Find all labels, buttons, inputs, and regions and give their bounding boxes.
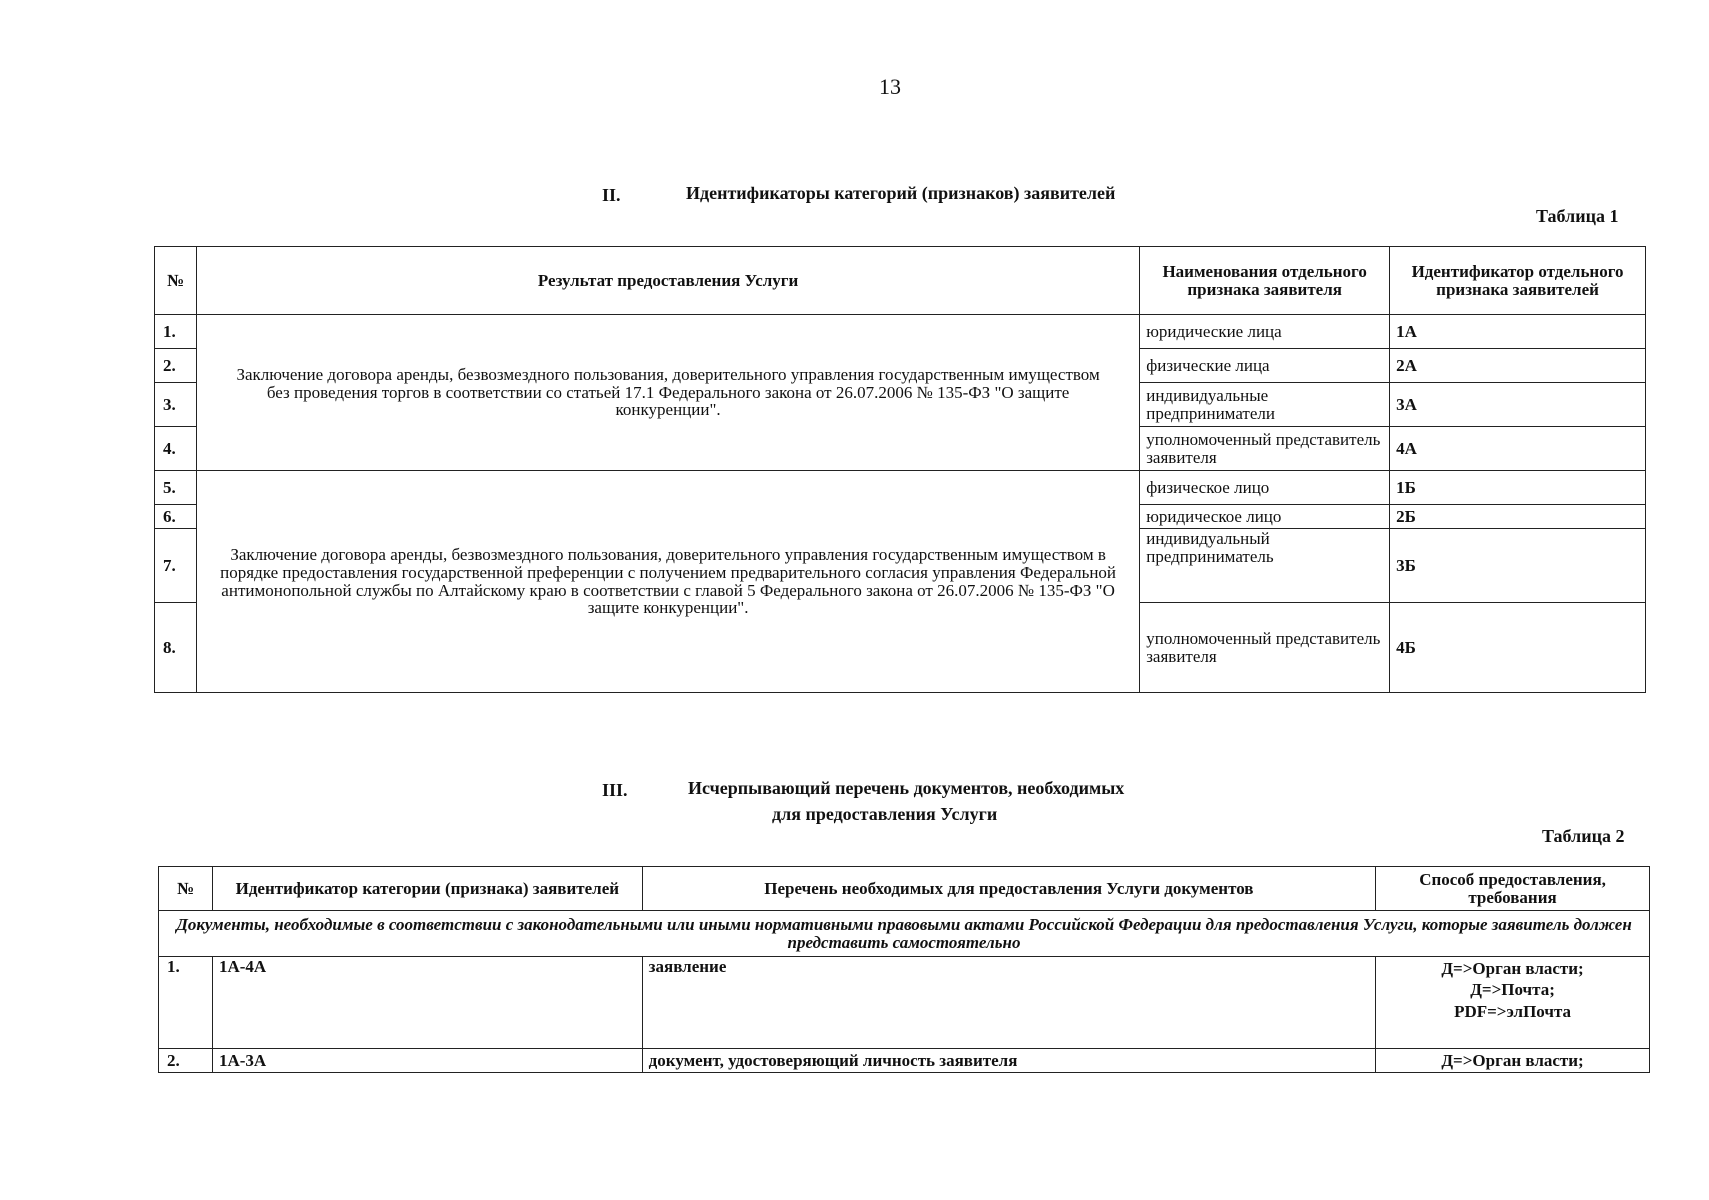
section-3-title-line-2: для предоставления Услуги — [772, 804, 998, 824]
row-num: 8. — [155, 603, 197, 693]
applicant-name: индивидуальные предприниматели — [1140, 383, 1390, 427]
method-line: Д=>Орган власти; — [1441, 1051, 1584, 1070]
applicant-name: уполномоченный представитель заявителя — [1140, 603, 1390, 693]
table-row — [155, 315, 1646, 349]
table-row — [159, 957, 1650, 1049]
row-num: 4. — [155, 427, 197, 471]
applicant-name: физическое лицо — [1140, 471, 1390, 505]
header-names: Наименования отдельного признака заявителя — [1140, 247, 1390, 315]
result-group-1: Заключение договора аренды, безвозмездного пользования, доверительного управления государственным имуществом без проведения торгов в соответствии со статьей 17.1 Федерального закона от 26.07.2006 № 135-ФЗ "О защите конкуренции". — [196, 315, 1139, 471]
applicant-name: физические лица — [1140, 349, 1390, 383]
table-1 — [154, 246, 1646, 693]
table-2-header-row — [159, 867, 1650, 911]
header-num: № — [155, 247, 197, 315]
applicant-name: уполномоченный представитель заявителя — [1140, 427, 1390, 471]
section-2-title: Идентификаторы категорий (признаков) заявителей — [686, 183, 1116, 203]
row-num: 1. — [155, 315, 197, 349]
section-3-number: III. — [602, 780, 628, 800]
method-line: PDF=>элПочта — [1454, 1001, 1572, 1021]
applicant-id: 3Б — [1390, 529, 1646, 603]
applicant-id: 4Б — [1390, 603, 1646, 693]
header-documents: Перечень необходимых для предоставления Услуги документов — [642, 867, 1375, 911]
row-num: 6. — [155, 505, 197, 529]
method-line: Д=>Почта; — [1470, 980, 1555, 1000]
submission-method — [1376, 1049, 1650, 1073]
applicant-id: 2А — [1390, 349, 1646, 383]
row-num: 7. — [155, 529, 197, 603]
table-2-subheading-row — [159, 911, 1650, 957]
header-identifier: Идентификатор отдельного признака заявителей — [1390, 247, 1646, 315]
document-name: заявление — [642, 957, 1375, 1049]
document-name: документ, удостоверяющий личность заявителя — [642, 1049, 1375, 1073]
row-num: 3. — [155, 383, 197, 427]
header-result: Результат предоставления Услуги — [196, 247, 1139, 315]
row-num: 2. — [159, 1049, 213, 1073]
applicant-name: юридическое лицо — [1140, 505, 1390, 529]
submission-method — [1376, 957, 1650, 1049]
table-row — [155, 471, 1646, 505]
applicant-id: 4А — [1390, 427, 1646, 471]
table-1-caption: Таблица 1 — [1536, 206, 1619, 226]
header-category: Идентификатор категории (признака) заявителей — [212, 867, 642, 911]
result-group-2: Заключение договора аренды, безвозмездного пользования, доверительного управления государственным имуществом в порядке предоставления государственной преференции с получением предварительного согласия управления Федеральной антимонопольной службы по Алтайскому краю в соответствии с главой 5 Федерального закона от 26.07.2006 № 135-ФЗ "О защите конкуренции". — [196, 471, 1139, 693]
applicant-id: 1Б — [1390, 471, 1646, 505]
applicant-name: индивидуальный предприниматель — [1140, 529, 1390, 603]
table-1-header-row — [155, 247, 1646, 315]
header-num: № — [159, 867, 213, 911]
documents-subheading: Документы, необходимые в соответствии с законодательными или иными нормативными правовыми актами Российской Федерации для предоставления Услуги, которые заявитель должен представить самостоятельно — [159, 911, 1650, 957]
table-row — [159, 1049, 1650, 1073]
section-3-title-line-1: Исчерпывающий перечень документов, необходимых — [688, 778, 1125, 798]
row-num: 2. — [155, 349, 197, 383]
applicant-name: юридические лица — [1140, 315, 1390, 349]
section-2-number: II. — [602, 185, 621, 205]
row-num: 5. — [155, 471, 197, 505]
page-number: 13 — [879, 74, 901, 99]
applicant-id: 2Б — [1390, 505, 1646, 529]
table-2 — [158, 866, 1650, 1073]
applicant-id: 1А — [1390, 315, 1646, 349]
method-line: Д=>Орган власти; — [1441, 959, 1584, 978]
applicant-id: 3А — [1390, 383, 1646, 427]
table-2-caption: Таблица 2 — [1542, 826, 1625, 846]
row-num: 1. — [159, 957, 213, 1049]
category-id: 1А-4А — [212, 957, 642, 1049]
header-method: Способ предоставления, требования — [1376, 867, 1650, 911]
category-id: 1А-3А — [212, 1049, 642, 1073]
